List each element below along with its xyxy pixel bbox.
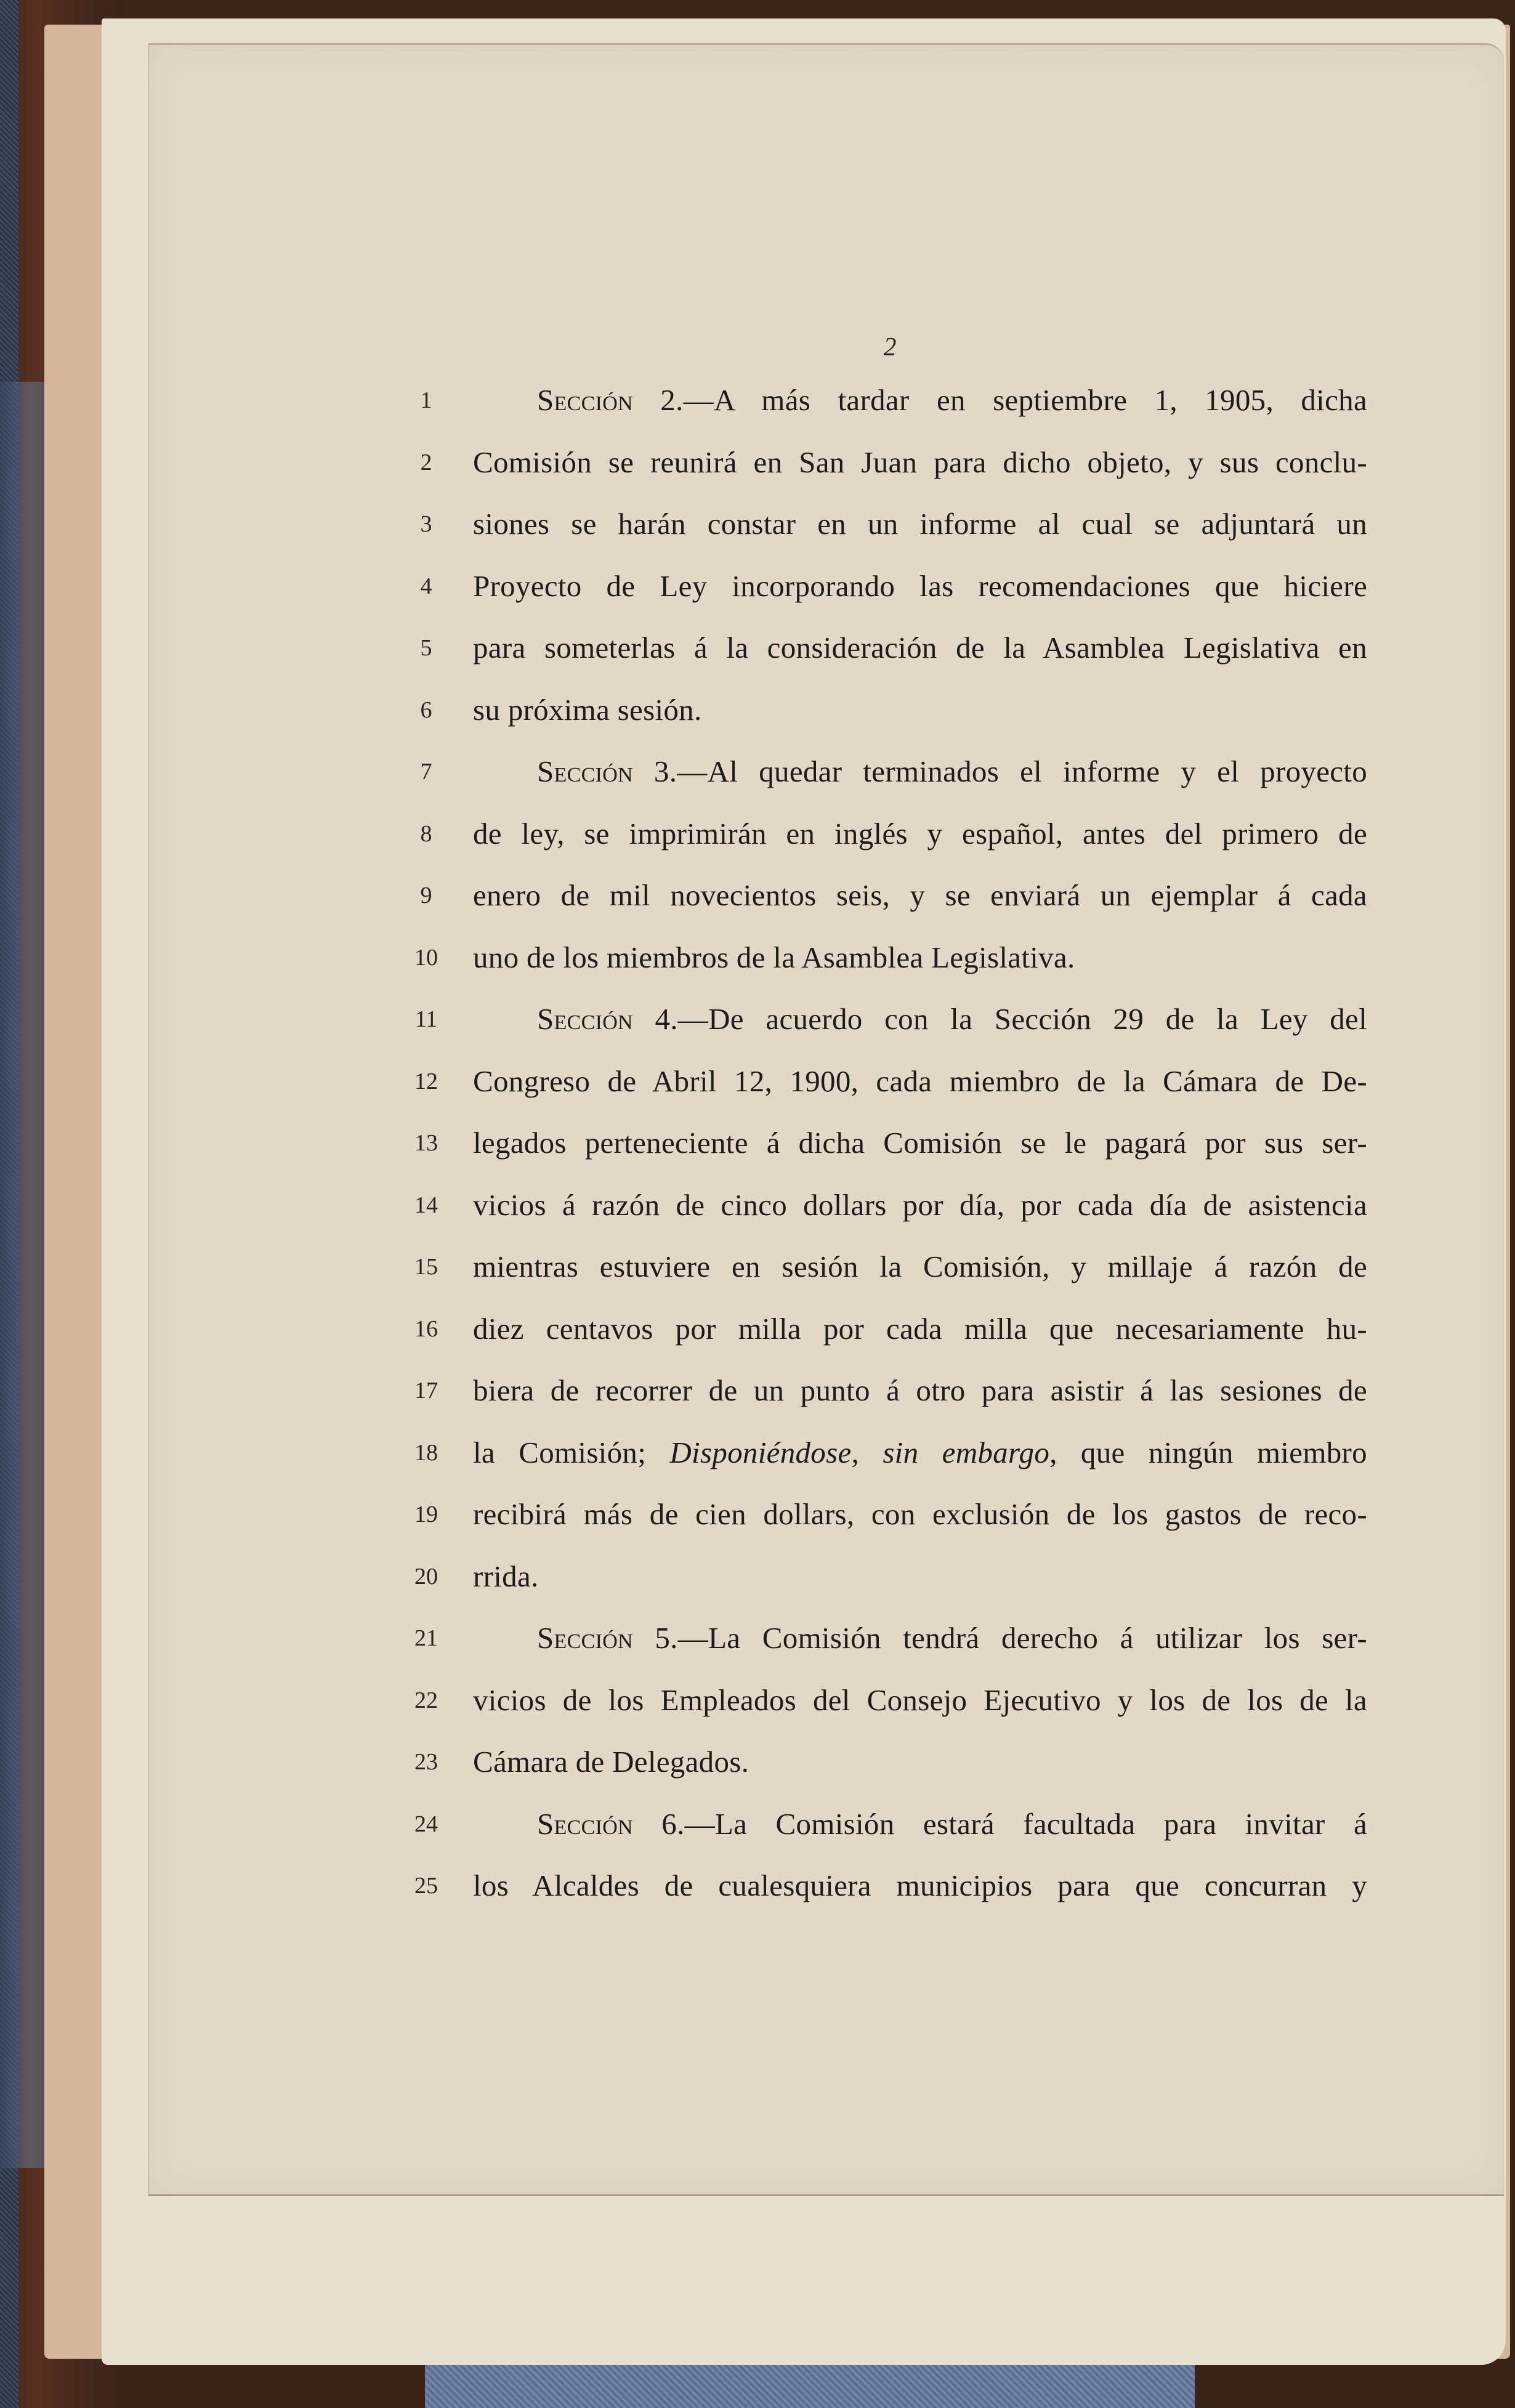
text-run: , <box>851 1435 883 1469</box>
cloth-bottom <box>425 2365 1195 2408</box>
text-run: Comisión se reunirá en San Juan para dicho objeto, y sus conclu- <box>473 445 1367 479</box>
line-number: 25 <box>414 1873 438 1899</box>
text-line <box>406 556 1367 618</box>
italic-text: sin embargo <box>883 1435 1050 1469</box>
text-run: los Alcaldes de cualesquiera municipios para que concurran y <box>473 1869 1367 1902</box>
line-text <box>473 1855 1367 1917</box>
line-text <box>473 1112 1367 1174</box>
line-text <box>537 988 1367 1050</box>
text-run: Proyecto de Ley incorporando las recomendaciones que hiciere <box>473 568 1367 603</box>
text-line <box>406 1607 1367 1670</box>
line-text <box>473 1236 1367 1298</box>
text-run: siones se harán constar en un informe al cual se adjuntará un <box>473 507 1367 541</box>
line-number: 8 <box>420 820 432 847</box>
text-run: vicios á razón de cinco dollars por día, por cada día de asistencia <box>473 1187 1367 1222</box>
line-text <box>473 1174 1367 1236</box>
line-text <box>473 865 1367 926</box>
text-run: de ley, se imprimirán en inglés y español, antes del primero de <box>473 816 1367 850</box>
text-line <box>406 493 1367 556</box>
text-run: —A más tardar en septiembre 1, 1905, dicha <box>683 383 1367 417</box>
line-number: 7 <box>420 759 432 785</box>
text-line <box>406 1174 1367 1237</box>
line-text <box>537 370 1367 431</box>
text-run: —La Comisión estará facultada para invitar á <box>684 1806 1367 1841</box>
text-line <box>406 679 1367 741</box>
line-number: 12 <box>414 1068 438 1094</box>
text-line <box>406 1670 1367 1732</box>
line-text <box>473 1422 1367 1484</box>
text-run: mientras estuviere en sesión la Comisión, y millaje á razón de <box>473 1250 1367 1283</box>
text-line <box>406 617 1367 679</box>
line-text <box>473 1051 1367 1112</box>
line-text <box>473 803 1367 865</box>
line-number: 16 <box>414 1315 438 1342</box>
line-number: 17 <box>414 1378 438 1404</box>
line-text <box>473 1484 1367 1545</box>
text-run: legados perteneciente á dicha Comisión se le pagará por sus ser- <box>473 1126 1367 1160</box>
line-number: 13 <box>414 1130 438 1156</box>
text-line <box>406 1546 1367 1608</box>
text-line <box>406 1236 1367 1298</box>
line-number: 11 <box>414 1006 438 1032</box>
text-run: —La Comisión tendrá derecho á utilizar los ser- <box>677 1621 1367 1655</box>
line-text <box>473 432 1367 493</box>
text-line <box>406 865 1367 927</box>
text-line <box>406 1360 1367 1422</box>
text-line <box>406 1422 1367 1484</box>
italic-text: Disponiéndose <box>669 1435 852 1469</box>
line-number: 2 <box>420 449 432 475</box>
text-run: recibirá más de cien dollars, con exclusión de los gastos de reco- <box>473 1497 1367 1531</box>
line-text <box>537 1607 1367 1669</box>
line-number: 15 <box>414 1254 438 1280</box>
text-run: para someterlas á la consideración de la Asamblea Legislativa en <box>473 631 1367 665</box>
text-run: —De acuerdo con la Sección 29 de la Ley del <box>677 1002 1367 1036</box>
line-number: 10 <box>414 944 438 971</box>
text-line <box>406 370 1367 432</box>
document-body <box>406 370 1367 1917</box>
text-run: su próxima sesión. <box>473 692 702 727</box>
section-heading: Sección 2. <box>537 383 684 417</box>
text-run: Cámara de Delegados. <box>473 1745 749 1779</box>
line-number: 14 <box>414 1192 438 1218</box>
line-text <box>473 1298 1367 1360</box>
text-line <box>406 1793 1367 1856</box>
line-text <box>473 1670 1367 1731</box>
text-line <box>406 1855 1367 1917</box>
text-run: —Al quedar terminados el informe y el proyecto <box>677 754 1367 788</box>
line-number: 4 <box>420 573 432 599</box>
line-number: 20 <box>414 1563 438 1590</box>
line-text <box>473 556 1367 617</box>
cloth-corner <box>0 382 49 2168</box>
section-heading: Sección 3. <box>537 754 677 788</box>
text-run: biera de recorrer de un punto á otro para asistir á las sesiones de <box>473 1373 1367 1407</box>
text-line <box>406 1051 1367 1113</box>
text-run: Congreso de Abril 12, 1900, cada miembro de la Cámara de De- <box>473 1064 1367 1098</box>
text-line <box>406 927 1367 989</box>
page-number: 2 <box>883 333 897 362</box>
text-line <box>406 1484 1367 1546</box>
line-number: 23 <box>414 1749 438 1775</box>
line-number: 24 <box>414 1811 438 1837</box>
line-text <box>473 1731 1367 1793</box>
line-text <box>537 741 1367 802</box>
text-run: , que ningún miembro <box>1049 1435 1367 1469</box>
line-text <box>473 927 1367 988</box>
text-line <box>406 1731 1367 1793</box>
text-run: rrida. <box>473 1559 539 1593</box>
text-line <box>406 1298 1367 1360</box>
line-number: 9 <box>420 883 432 908</box>
line-number: 19 <box>414 1501 438 1527</box>
line-text <box>537 1793 1367 1855</box>
line-text <box>473 493 1367 555</box>
text-run: la Comisión; <box>473 1435 670 1469</box>
line-number: 18 <box>414 1439 438 1466</box>
line-number: 3 <box>420 511 432 537</box>
line-number: 6 <box>420 697 432 723</box>
text-line <box>406 432 1367 494</box>
text-line <box>406 1112 1367 1174</box>
section-heading: Sección 4. <box>537 1002 678 1036</box>
text-run: uno de los miembros de la Asamblea Legislativa. <box>473 940 1075 974</box>
text-line <box>406 803 1367 865</box>
line-number: 21 <box>414 1625 438 1651</box>
line-text <box>473 617 1367 679</box>
line-text <box>473 679 1367 741</box>
line-number: 22 <box>414 1687 438 1713</box>
line-number: 1 <box>420 387 432 413</box>
line-text <box>473 1546 1367 1607</box>
text-run: vicios de los Empleados del Consejo Ejecutivo y los de los de la <box>473 1683 1367 1717</box>
text-run: diez centavos por milla por cada milla que necesariamente hu- <box>473 1311 1367 1346</box>
line-text <box>473 1360 1367 1421</box>
section-heading: Sección 6. <box>537 1806 685 1841</box>
text-run: enero de mil novecientos seis, y se enviará un ejemplar á cada <box>473 878 1367 912</box>
text-line <box>406 988 1367 1051</box>
section-heading: Sección 5. <box>537 1621 678 1655</box>
line-number: 5 <box>420 635 432 661</box>
text-line <box>406 741 1367 803</box>
